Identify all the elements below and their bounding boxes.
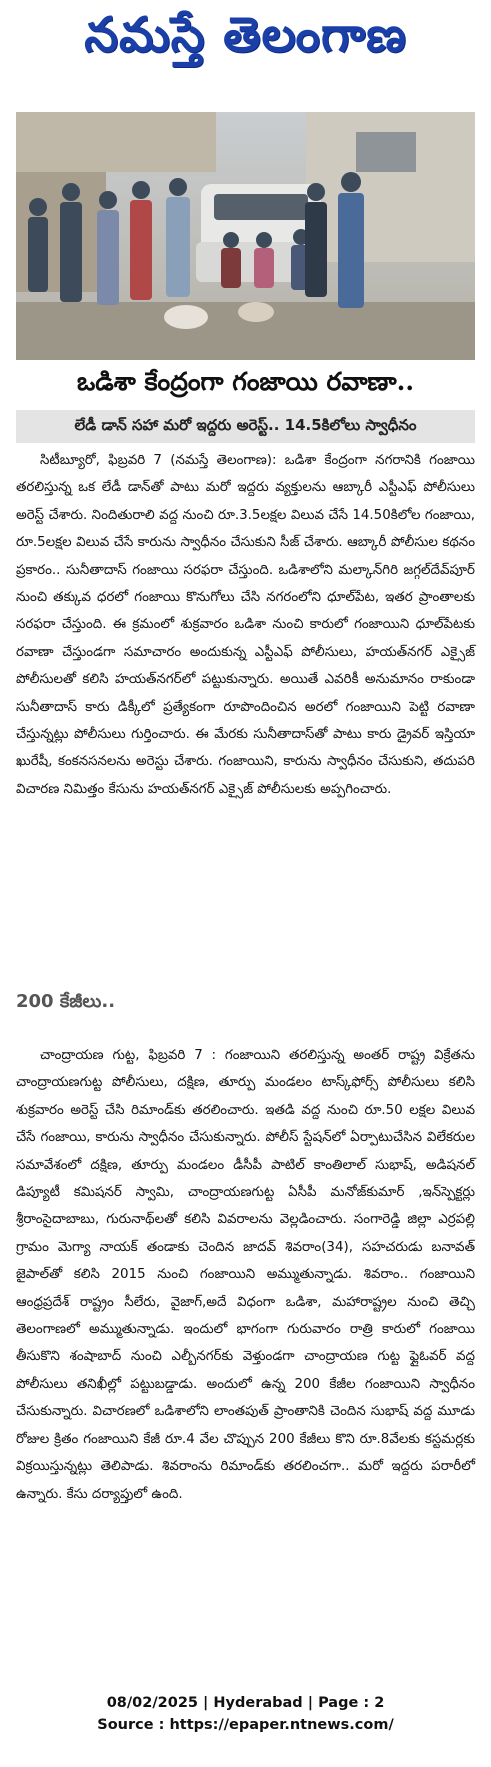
article-body-1: [16, 447, 475, 803]
section-heading: 200 కేజీలు..: [16, 990, 116, 1012]
page-footer: [0, 1692, 491, 1736]
article-paragraph: సిటీబ్యూరో, ఫిబ్రవరి 7 (నమస్తే తెలంగాణ): ఒడిశా కేంద్రంగా నగరానికి గంజాయి తరలిస్తున్న ఒక లేడీ డాన్‌తో పాటు మరో ఇద్దరు వ్యక్తులను ఆబ్కారీ ఎస్టీఎఫ్‌ పోలీసులు అరెస్ట్‌ చేశారు. నిందితురాలి వద్ద నుంచి రూ.3.5లక్షల విలువ చేసే 14.50కిలోల గంజాయి, రూ.5లక్షల విలువ చేసే కారును స్వాధీనం చేసుకుని సీజ్‌ చేశారు. ఆబ్కారీ పోలీసుల కథనం ప్రకారం.. సునీతాదాస్‌ గంజాయి సరఫరా చేస్తుంది. ఒడిశాలోని మల్కాన్‌గిరి జగ్గల్‌దేవ్‌పూర్‌ నుంచి తక్కువ ధరలో గంజాయి కొనుగోలు చేసి నగరంలోని ధూల్‌పేట, ఇతర ప్రాంతాలకు సరఫరా చేస్తుంది. ఈ క్రమంలో శుక్రవారం ఒడిశా నుంచి కారులో గంజాయిని ధూల్‌పేటకు రవాణా చేస్తుండగా సమాచారం అందుకున్న ఎస్టీఎఫ్‌ పోలీసులు, హయత్‌నగర్‌ ఎక్సైజ్‌ పోలీసులతో కలిసి హయత్‌నగర్‌లో పట్టుకున్నారు. అయితే ఎవరికీ అనుమానం రాకుండా సునీతాదాస్‌ కారు డిక్కీలో ప్రత్యేకంగా రూపొందించిన అరలో గంజాయిని పెట్టి రవాణా చేస్తున్నట్లు పోలీసులు గుర్తించారు. ఈ మేరకు సునీతాదాస్‌తో పాటు కారు డ్రైవర్‌ ఇస్తియా ఖురేషీ, కంకనసనలను అరెస్టు చేశారు. గంజాయిని, కారును స్వాధీనం చేసుకుని, తదుపరి విచారణ నిమిత్తం కేసును హయత్‌నగర్‌ ఎక్సైజ్‌ పోలీసులకు అప్పగించారు.: [16, 453, 475, 797]
footer-date-line: 08/02/2025 | Hyderabad | Page : 2: [106, 1695, 385, 1711]
article-paragraph: చాంద్రాయణ గుట్ట, ఫిబ్రవరి 7 : గంజాయిని తరలిస్తున్న అంతర్‌ రాష్ట్ర విక్రేతను చాంద్రాయణగుట్ట పోలీసులు, దక్షిణ, తూర్పు మండలం టాస్క్‌ఫోర్స్‌ పోలీసులు కలిసి శుక్రవారం అరెస్ట్‌ చేసి రిమాండ్‌కు తరలించారు. ఇతడి వద్ద నుంచి రూ.50 లక్షల విలువ చేసే గంజాయి, కారును స్వాధీనం చేసుకున్నారు. పోలీస్‌ స్టేషన్‌లో ఏర్పాటుచేసిన విలేకరుల సమావేశంలో దక్షిణ, తూర్పు మండలం డీసీపీ పాటిల్‌ కాంతిలాల్‌ సుభాష్‌, అడిషనల్‌ డిప్యూటీ కమిషనర్‌ స్వామి, చాంద్రాయణగుట్ట ఏసీపీ మనోజ్‌కుమార్‌ ,ఇన్‌స్పెక్టర్లు శ్రీరాంసైదాబాబు, గురునాథ్‌లతో కలిసి వివరాలను వెల్లడించారు. సంగారెడ్డి జిల్లా ఎర్రపల్లి గ్రామం మెగ్యా నాయక్‌ తండాకు చెందిన జాదవ్‌ శివరాం(34), సహచరుడు బనావత్‌ జైపాల్‌తో కలిసి 2015 నుంచి గంజాయిని అమ్ముతున్నాడు. శివరాం.. గంజాయిని ఆంధ్రప్రదేశ్‌ రాష్ట్రం సీలేరు, వైజాగ్‌,అదే విధంగా ఒడిశా, మహారాష్ట్రల నుంచి తెచ్చి తెలంగాణలో అమ్ముతున్నాడు. ఇందులో భాగంగా గురువారం రాత్రి కారులో గంజాయి తీసుకొని శంషాబాద్‌ నుంచి ఎల్బీనగర్‌కు వెళ్తుండగా చాంద్రాయణ గుట్ట ఫ్లైఓవర్‌ వద్ద పోలీసులు తనిఖీల్లో పట్టుబడ్డాడు. అందులో ఉన్న 200 కేజీల గంజాయిని స్వాధీనం చేసుకున్నారు. విచారణలో ఒడిశాలోని లాంతపుత్‌ ప్రాంతానికి చెందిన సుభాష్‌ వద్ద మూడు రోజుల క్రితం గంజాయిని కేజీ రూ.4 వేల చొప్పున 200 కేజీలు కొని రూ.8వేలకు కస్టమర్లకు విక్రయిస్తున్నట్లు తెలిపాడు. శివరాంను రిమాండ్‌కు తరలించగా.. మరో ఇద్దరు పరారీలో ఉన్నారు. కేసు దర్యాప్తులో ఉంది.: [16, 1048, 475, 1502]
article-subheadline: లేడీ డాన్‌ సహా మరో ఇద్దరు అరెస్ట్‌.. 14.5కిలోలు స్వాధీనం: [16, 410, 475, 443]
article-body-2: [16, 1042, 475, 1508]
news-photo: [16, 112, 475, 360]
newspaper-title: నమస్తే తెలంగాణ: [84, 7, 407, 63]
article-headline: ఒడిశా కేంద్రంగా గంజాయి రవాణా..: [76, 367, 415, 396]
footer-source-link[interactable]: Source : https://epaper.ntnews.com/: [97, 1717, 394, 1733]
masthead: [0, 0, 491, 82]
